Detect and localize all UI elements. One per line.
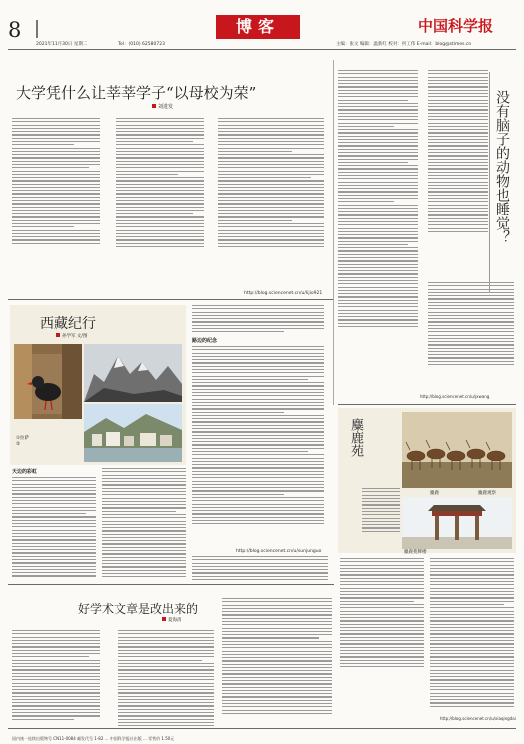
header-left-rule [36,20,38,38]
article3-url[interactable]: http://blog.sciencenet.cn/u/jxwang [420,394,490,399]
date-line: 2021年11月30日 星期二 [36,42,88,47]
article2-title: 西藏纪行 [40,316,96,332]
article2-url[interactable]: http://blog.sciencenet.cn/u/sunjunguo [236,549,322,554]
article2-col-a [12,477,96,577]
footer-rule [8,728,516,729]
article1-col2 [116,118,204,288]
tibet-photo-mountain [84,344,182,402]
article4-title: 麋鹿苑 [348,418,363,457]
caption-1: ①拉萨 [16,436,30,441]
deer-photo-arch [402,497,512,549]
masthead: 中国科学报 [418,17,494,35]
right-vertical-rule [333,60,334,405]
article3-title: 没有脑子的动物也睡觉？ [494,90,510,244]
deer-top-rule [338,404,516,405]
tel-line: Tel：(010) 62580723 [118,42,165,47]
right-col-b [428,70,488,280]
editor-line: 主编：张文 编辑：温新红 校对：何工伟 E-mail：blog@stimes.cn [336,42,472,47]
article1-col1 [12,118,100,288]
article2-col-b [102,468,186,578]
article2-col-right2 [192,346,324,546]
header-rule [8,49,516,50]
article2-author-text: 孙学军 文/图 [62,334,88,339]
article5-title: 好学术文章是改出来的 [78,602,199,616]
section-title: 博客 [216,15,300,39]
sub-head-1: 天边的彩虹 [12,469,38,475]
article2-author [56,333,87,339]
sub-head-2: 路边的纪念 [192,338,218,344]
deer-photo-herd [402,412,512,488]
article1-author-text: 刘进发 [158,104,174,110]
article3-divider [489,72,490,292]
article4-url[interactable]: http://blog.sciencenet.cn/u/xiaqingdai [440,716,516,721]
article5-author-text: 夏海清 [168,618,182,623]
article5-col1 [12,630,100,726]
page-number: 8 [8,18,22,42]
deer-label-3: 麋鹿苑牌楼 [404,550,427,555]
footer-text-2: 国内统一连续出版物号 CN11-0084 邮发代号 1-82 ... 中国科学报社出版 ... 零售价 1.50元 [12,736,175,741]
article1-author [152,103,173,110]
article4-col2 [430,558,514,708]
article4-col1 [340,558,424,668]
article1-bottom-rule [8,299,334,300]
deer-intro [362,488,400,543]
article5-top-rule [8,584,334,585]
deer-label-2: 麋鹿观察 [478,491,496,496]
article1-col3 [218,118,324,288]
article3-body [428,282,514,392]
middle-col-lower [192,556,328,582]
right-col-a [338,70,418,400]
tibet-photo-town [84,404,182,462]
article1-url[interactable]: http://blog.sciencenet.cn/u/lijio921 [244,291,323,296]
article2-col-right [192,305,324,335]
caption-2: ② [16,442,21,447]
deer-label-1: 麋鹿 [430,491,439,496]
article5-col2 [118,630,214,726]
article5-author [162,617,182,623]
article1-title: 大学凭什么让莘莘学子“以母校为荣” [16,84,257,102]
tibet-photo-bird [14,344,82,419]
article5-col3 [222,598,332,716]
tibet-captions [16,436,29,448]
